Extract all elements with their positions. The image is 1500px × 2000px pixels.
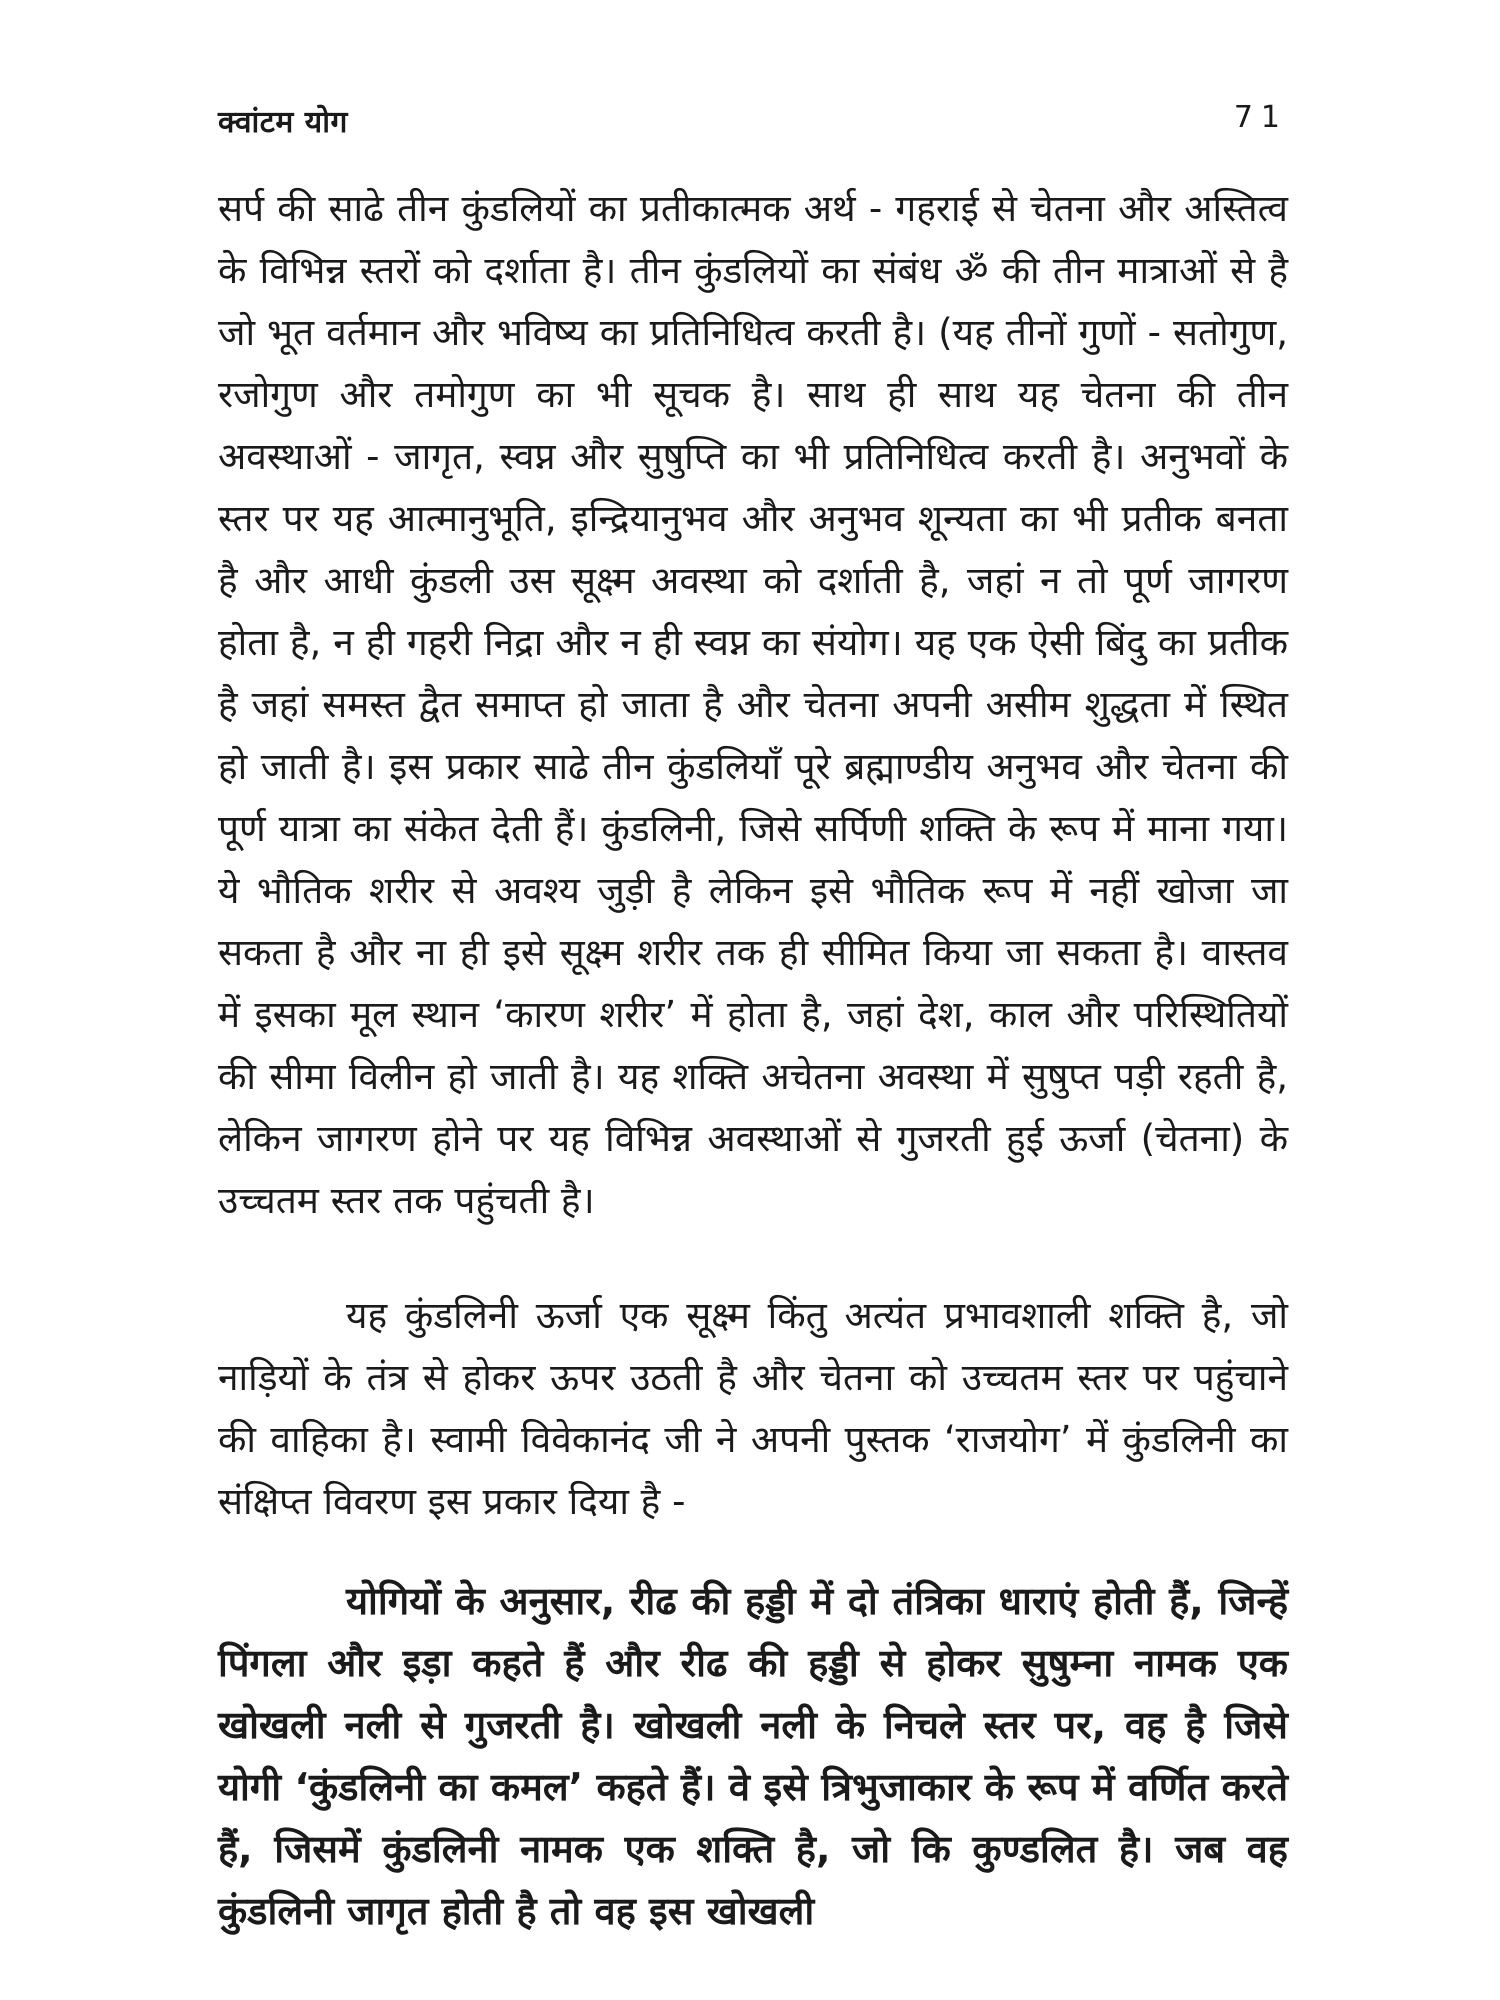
page-number: 71 — [1233, 100, 1288, 135]
paragraph-2: यह कुंडलिनी ऊर्जा एक सूक्ष्म किंतु अत्यंत प्रभावशाली शक्ति है, जो नाड़ियों के तंत्र से होकर ऊपर उठती है और चेतना को उच्चतम स्तर पर पहुंचाने की वाहिका है। स्वामी विवेकानंद जी ने अपनी पुस्तक ‘राजयोग’ में कुंडलिनी का संक्षिप्त विवरण इस प्रकार दिया है - — [218, 1294, 1288, 1523]
quoted-paragraph: योगियों के अनुसार, रीढ की हड्डी में दो तंत्रिका धाराएं होती हैं, जिन्हें पिंगला और इड़ा कहते हैं और रीढ की हड्डी से होकर सुषुम्ना नामक एक खोखली नली से गुजरती है। खोखली नली के निचले स्तर पर, वह है जिसे योगी ‘कुंडलिनी का कमल’ कहते हैं। वे इसे त्रिभुजाकार के रूप में वर्णित करते हैं, जिसमें कुंडलिनी नामक एक शक्ति है, जो कि कुण्डलित है। जब वह कुंडलिनी जागृत होती है तो वह इस खोखली — [218, 1579, 1288, 1933]
running-title: क्वांटम योग — [218, 105, 348, 140]
page-header — [218, 100, 1288, 150]
paragraph-1: सर्प की साढे तीन कुंडलियों का प्रतीकात्मक अर्थ - गहराई से चेतना और अस्तित्व के विभिन्न स्तरों को दर्शाता है। तीन कुंडलियों का संबंध ॐ की तीन मात्राओं से है जो भूत वर्तमान और भविष्य का प्रतिनिधित्व करती है। (यह तीनों गुणों - सतोगुण, रजोगुण और तमोगुण का भी सूचक है। साथ ही साथ यह चेतना की तीन अवस्थाओं - जागृत, स्वप्न और सुषुप्ति का भी प्रतिनिधित्व करती है। अनुभवों के स्तर पर यह आत्मानुभूति, इन्द्रियानुभव और अनुभव शून्यता का भी प्रतीक बनता है और आधी कुंडली उस सूक्ष्म अवस्था को दर्शाती है, जहां न तो पूर्ण जागरण होता है, न ही गहरी निद्रा और न ही स्वप्न का संयोग। यह एक ऐसी बिंदु का प्रतीक है जहां समस्त द्वैत समाप्त हो जाता है और चेतना अपनी असीम शुद्धता में स्थित हो जाती है। इस प्रकार साढे तीन कुंडलियाँ पूरे ब्रह्माण्डीय अनुभव और चेतना की पूर्ण यात्रा का संकेत देती हैं। कुंडलिनी, जिसे सर्पिणी शक्ति के रूप में माना गया। ये भौतिक शरीर से अवश्य जुड़ी है लेकिन इसे भौतिक रूप में नहीं खोजा जा सकता है और ना ही इसे सूक्ष्म शरीर तक ही सीमित किया जा सकता है। वास्तव में इसका मूल स्थान ‘कारण शरीर’ में होता है, जहां देश, काल और परिस्थितियों की सीमा विलीन हो जाती है। यह शक्ति अचेतना अवस्था में सुषुप्त पड़ी रहती है, लेकिन जागरण होने पर यह विभिन्न अवस्थाओं से गुजरती हुई ऊर्जा (चेतना) के उच्चतम स्तर तक पहुंचती है। — [218, 187, 1288, 1222]
